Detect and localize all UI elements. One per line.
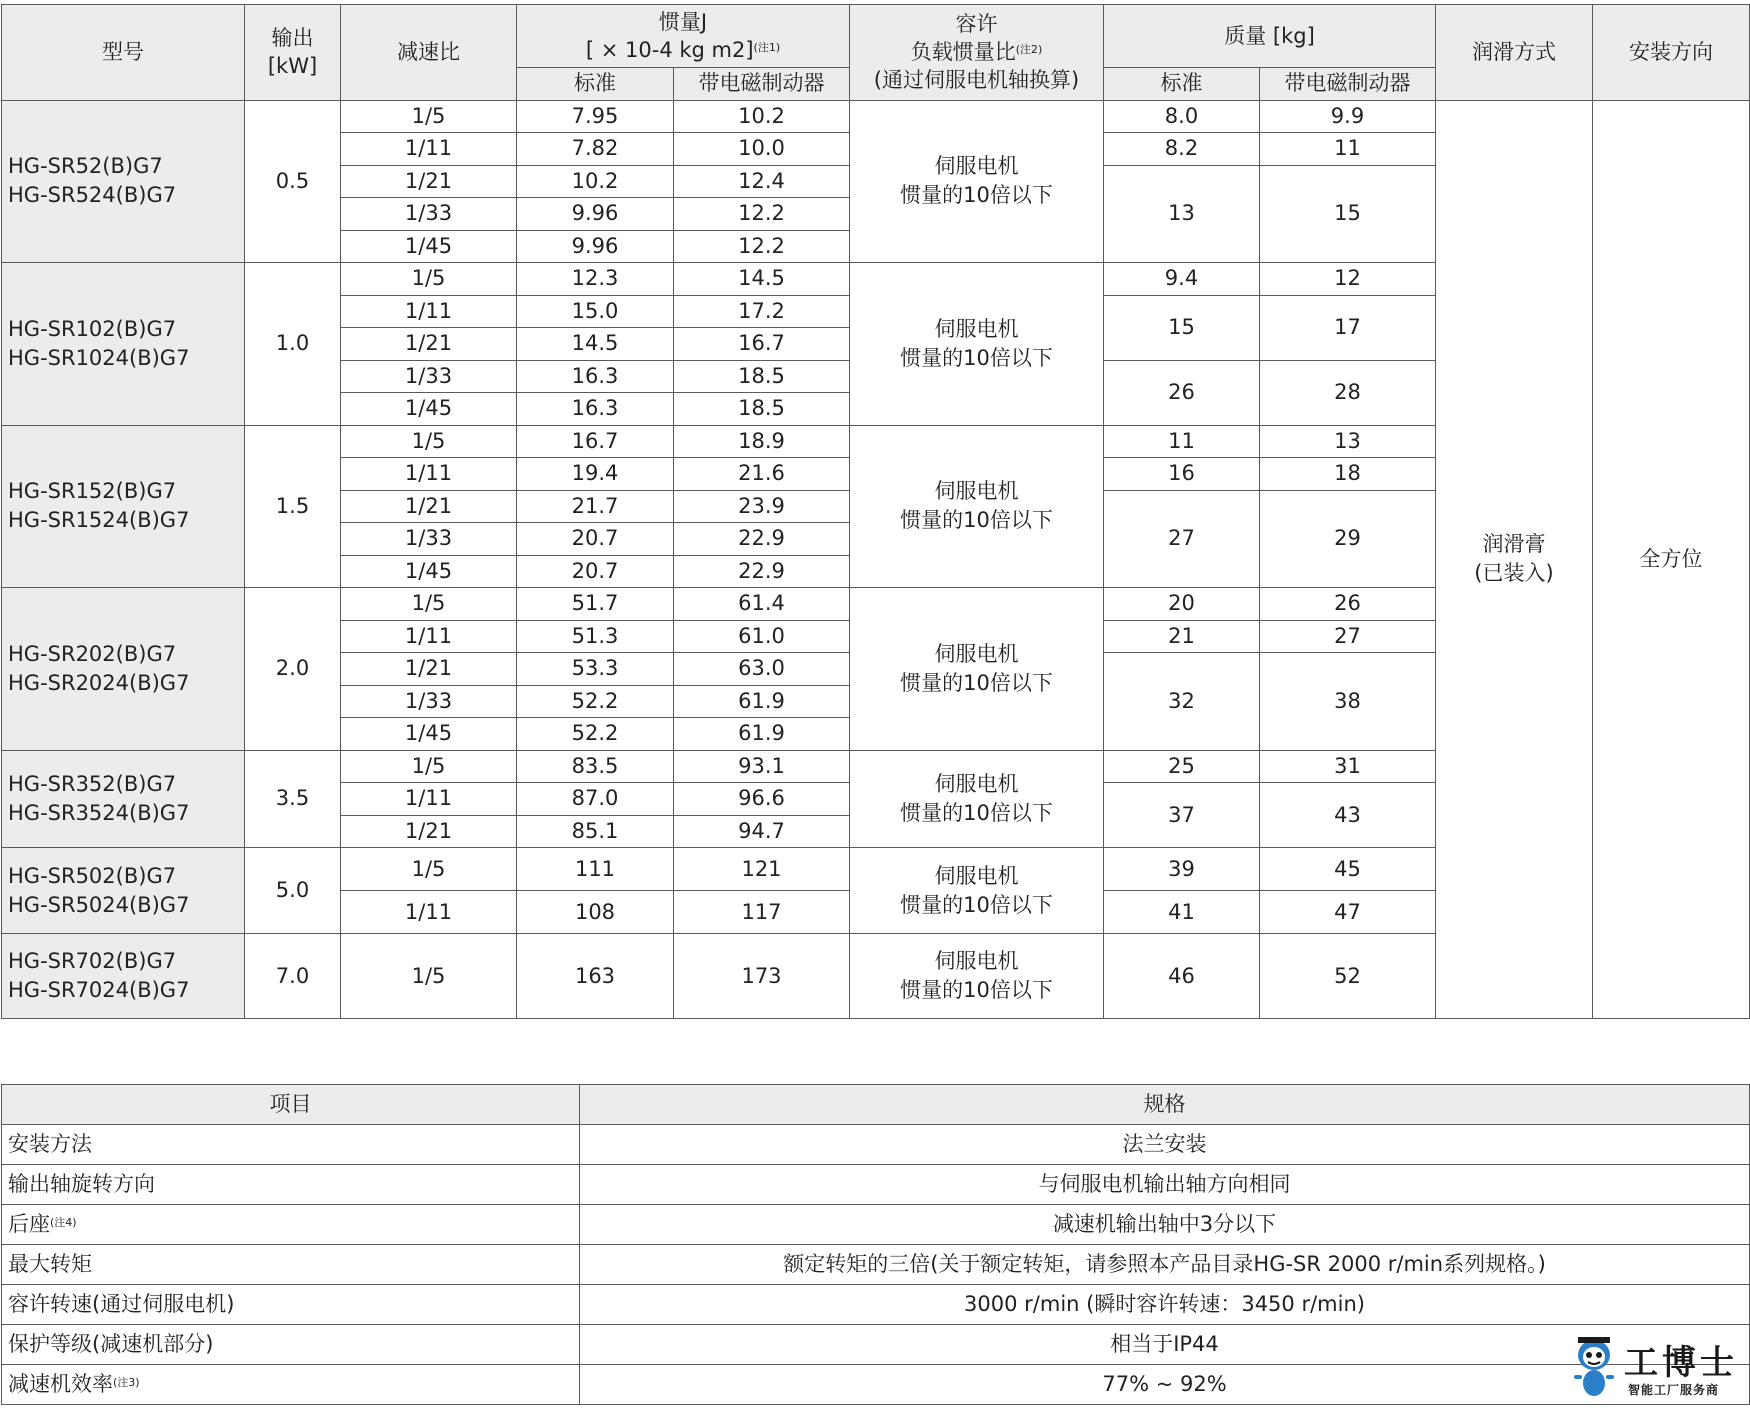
header-allowable-ratio [850,5,1104,101]
mass-std-cell: 26 [1104,360,1260,425]
allowable-ratio-cell [850,934,1104,1019]
param-item-label: 最大转矩 [8,1252,92,1276]
param-item [2,1205,580,1245]
header-inertia-line1: 惯量J [658,10,708,34]
inertia-brake-cell: 16.7 [674,328,850,361]
allowable-ratio-cell [850,750,1104,848]
inertia-brake-cell: 18.5 [674,360,850,393]
param-item-label: 保护等级(减速机部分) [8,1332,214,1356]
mass-std-cell: 16 [1104,458,1260,491]
ratio-cell: 1/5 [341,425,517,458]
param-row [2,1165,1750,1205]
mass-brake-cell: 31 [1260,750,1436,783]
ratio-cell: 1/33 [341,198,517,231]
inertia-std-cell: 9.96 [517,198,674,231]
mascot-icon [1568,1335,1624,1401]
param-spec: 相当于IP44 [580,1325,1750,1365]
mass-brake-cell: 17 [1260,295,1436,360]
header-allow-line1: 容许 [955,12,998,37]
mass-std-cell: 41 [1104,891,1260,934]
inertia-std-cell: 10.2 [517,165,674,198]
mass-brake-cell: 13 [1260,425,1436,458]
mass-brake-cell: 52 [1260,934,1436,1019]
model-name: HG-SR502(B)G7 [8,863,177,888]
output-cell: 7.0 [245,934,341,1019]
model-name: HG-SR7024(B)G7 [8,978,190,1002]
param-row [2,1325,1750,1365]
inertia-brake-cell: 61.4 [674,588,850,621]
mass-std-cell: 27 [1104,490,1260,588]
allowable-text: 惯量的10倍以下 [900,892,1053,917]
ratio-cell: 1/33 [341,360,517,393]
output-cell: 1.5 [245,425,341,588]
model-name: HG-SR5024(B)G7 [8,892,190,917]
ratio-cell: 1/11 [341,295,517,328]
ratio-cell: 1/21 [341,328,517,361]
model-name: HG-SR202(B)G7 [8,641,177,666]
model-cell [2,750,245,848]
company-logo [1568,1335,1748,1405]
inertia-std-cell: 83.5 [517,750,674,783]
mass-brake-cell: 28 [1260,360,1436,425]
inertia-brake-cell: 18.9 [674,425,850,458]
inertia-brake-cell: 61.9 [674,685,850,718]
header-allow-line2: 负载惯量比 [910,40,1016,65]
inertia-std-cell: 85.1 [517,815,674,848]
params-body [2,1125,1750,1405]
ratio-cell: 1/21 [341,165,517,198]
inertia-brake-cell: 17.2 [674,295,850,328]
param-note: (注4) [50,1216,77,1229]
inertia-std-cell: 111 [517,848,674,891]
param-item-label: 容许转速(通过伺服电机) [8,1292,235,1316]
inertia-std-cell: 12.3 [517,263,674,296]
mass-brake-cell: 26 [1260,588,1436,621]
header-inertia-std: 标准 [517,68,674,101]
mass-std-cell: 11 [1104,425,1260,458]
ratio-cell: 1/33 [341,523,517,556]
inertia-brake-cell: 14.5 [674,263,850,296]
mass-brake-cell: 45 [1260,848,1436,891]
model-name: HG-SR102(B)G7 [8,316,177,341]
param-item [2,1245,580,1285]
inertia-brake-cell: 94.7 [674,815,850,848]
allowable-text: 伺服电机 [934,316,1019,341]
ratio-cell: 1/21 [341,490,517,523]
note-2: (注2) [1015,43,1043,57]
inertia-brake-cell: 12.4 [674,165,850,198]
header-lubrication: 润滑方式 [1436,5,1593,101]
header-output-line1: 输出 [271,26,314,51]
lubrication-text: 润滑膏 [1482,532,1546,557]
param-spec: 与伺服电机输出轴方向相同 [580,1165,1750,1205]
output-cell: 2.0 [245,588,341,751]
mass-brake-cell: 18 [1260,458,1436,491]
mass-std-cell: 39 [1104,848,1260,891]
mass-std-cell: 32 [1104,653,1260,751]
inertia-std-cell: 19.4 [517,458,674,491]
header-model: 型号 [2,5,245,101]
mass-brake-cell: 9.9 [1260,100,1436,133]
header-mounting: 安装方向 [1593,5,1750,101]
model-name: HG-SR702(B)G7 [8,949,177,973]
allowable-text: 伺服电机 [934,949,1019,973]
ratio-cell: 1/5 [341,100,517,133]
inertia-std-cell: 163 [517,934,674,1019]
model-name: HG-SR3524(B)G7 [8,800,190,825]
inertia-std-cell: 108 [517,891,674,934]
param-item [2,1165,580,1205]
inertia-std-cell: 52.2 [517,718,674,751]
param-note: (注3) [113,1376,140,1389]
allowable-ratio-cell [850,425,1104,588]
ratio-cell: 1/5 [341,263,517,296]
header-item: 项目 [2,1085,580,1125]
mass-std-cell: 9.4 [1104,263,1260,296]
mass-brake-cell: 47 [1260,891,1436,934]
model-name: HG-SR2024(B)G7 [8,670,190,695]
output-cell: 3.5 [245,750,341,848]
param-item [2,1285,580,1325]
model-cell [2,848,245,934]
allowable-ratio-cell [850,263,1104,426]
allowable-ratio-cell [850,100,1104,263]
output-cell: 1.0 [245,263,341,426]
ratio-cell: 1/45 [341,555,517,588]
inertia-brake-cell: 173 [674,934,850,1019]
allowable-text: 伺服电机 [934,771,1019,796]
inertia-std-cell: 87.0 [517,783,674,816]
ratio-cell: 1/5 [341,848,517,891]
allowable-ratio-cell [850,588,1104,751]
mass-brake-cell: 29 [1260,490,1436,588]
note-1: (注1) [753,41,781,54]
param-row [2,1125,1750,1165]
spec-row [2,100,1750,133]
ratio-cell: 1/11 [341,133,517,166]
inertia-std-cell: 14.5 [517,328,674,361]
param-row [2,1205,1750,1245]
model-cell [2,263,245,426]
ratio-cell: 1/45 [341,230,517,263]
allowable-text: 伺服电机 [934,479,1019,504]
inertia-brake-cell: 12.2 [674,198,850,231]
allowable-text: 伺服电机 [934,641,1019,666]
header-inertia-line2: [ × 10-4 kg m2] [585,38,754,62]
param-spec: 3000 r/min (瞬时容许转速：3450 r/min) [580,1285,1750,1325]
inertia-brake-cell: 12.2 [674,230,850,263]
header-mass: 质量 [kg] [1104,5,1436,68]
inertia-brake-cell: 93.1 [674,750,850,783]
allowable-ratio-cell [850,848,1104,934]
inertia-brake-cell: 63.0 [674,653,850,686]
allowable-text: 伺服电机 [934,863,1019,888]
model-cell [2,425,245,588]
header-output-line2: [kW] [267,54,318,79]
inertia-brake-cell: 61.9 [674,718,850,751]
inertia-brake-cell: 21.6 [674,458,850,491]
inertia-brake-cell: 10.0 [674,133,850,166]
header-output [245,5,341,101]
model-name: HG-SR152(B)G7 [8,479,177,504]
header-mass-std: 标准 [1104,68,1260,101]
header-mass-brake: 带电磁制动器 [1260,68,1436,101]
model-cell [2,934,245,1019]
param-spec: 77% ~ 92% [580,1365,1750,1405]
param-item-label: 安装方法 [8,1132,92,1156]
model-name: HG-SR352(B)G7 [8,771,177,796]
allowable-text: 惯量的10倍以下 [900,183,1053,208]
lubrication-text: (已装入) [1474,561,1554,586]
allowable-text: 惯量的10倍以下 [900,978,1053,1002]
inertia-brake-cell: 18.5 [674,393,850,426]
param-item [2,1325,580,1365]
param-item-label: 后座 [8,1212,50,1236]
mass-std-cell: 21 [1104,620,1260,653]
lubrication-cell [1436,100,1593,1019]
inertia-brake-cell: 96.6 [674,783,850,816]
ratio-cell: 1/5 [341,588,517,621]
inertia-std-cell: 53.3 [517,653,674,686]
model-name: HG-SR52(B)G7 [8,154,163,179]
output-cell: 5.0 [245,848,341,934]
param-item-label: 输出轴旋转方向 [8,1172,155,1196]
inertia-std-cell: 20.7 [517,555,674,588]
gear-spec-table [1,4,1750,1019]
param-item [2,1125,580,1165]
inertia-brake-cell: 117 [674,891,850,934]
header-allow-line3: (通过伺服电机轴换算) [873,68,1080,93]
mass-brake-cell: 27 [1260,620,1436,653]
ratio-cell: 1/11 [341,891,517,934]
inertia-std-cell: 51.7 [517,588,674,621]
inertia-brake-cell: 23.9 [674,490,850,523]
logo-name: 工博士 [1624,1343,1738,1383]
ratio-cell: 1/5 [341,934,517,1019]
model-name: HG-SR524(B)G7 [8,183,177,208]
param-row [2,1285,1750,1325]
mass-brake-cell: 12 [1260,263,1436,296]
ratio-cell: 1/11 [341,783,517,816]
ratio-cell: 1/21 [341,653,517,686]
model-cell [2,100,245,263]
ratio-cell: 1/11 [341,458,517,491]
ratio-cell: 1/33 [341,685,517,718]
header-inertia [517,5,850,68]
mass-std-cell: 37 [1104,783,1260,848]
logo-tagline: 智能工厂服务商 [1628,1383,1720,1397]
mass-std-cell: 8.2 [1104,133,1260,166]
inertia-std-cell: 9.96 [517,230,674,263]
allowable-text: 惯量的10倍以下 [900,508,1053,533]
inertia-brake-cell: 10.2 [674,100,850,133]
param-spec: 额定转矩的三倍(关于额定转矩，请参照本产品目录HG-SR 2000 r/min系列规格。) [580,1245,1750,1285]
header-spec: 规格 [580,1085,1750,1125]
inertia-std-cell: 21.7 [517,490,674,523]
ratio-cell: 1/5 [341,750,517,783]
mass-brake-cell: 43 [1260,783,1436,848]
mass-std-cell: 13 [1104,165,1260,263]
allowable-text: 惯量的10倍以下 [900,345,1053,370]
mass-std-cell: 25 [1104,750,1260,783]
model-name: HG-SR1024(B)G7 [8,345,190,370]
spec-body [2,100,1750,1019]
mass-std-cell: 20 [1104,588,1260,621]
mass-std-cell: 8.0 [1104,100,1260,133]
inertia-std-cell: 16.3 [517,393,674,426]
allowable-text: 惯量的10倍以下 [900,800,1053,825]
ratio-cell: 1/45 [341,393,517,426]
parameter-table [1,1084,1750,1405]
model-cell [2,588,245,751]
ratio-cell: 1/11 [341,620,517,653]
inertia-std-cell: 16.7 [517,425,674,458]
header-inertia-brake: 带电磁制动器 [674,68,850,101]
inertia-std-cell: 15.0 [517,295,674,328]
allowable-text: 伺服电机 [934,154,1019,179]
inertia-std-cell: 20.7 [517,523,674,556]
param-item-label: 减速机效率 [8,1372,113,1396]
param-spec: 减速机输出轴中3分以下 [580,1205,1750,1245]
ratio-cell: 1/45 [341,718,517,751]
mass-std-cell: 46 [1104,934,1260,1019]
inertia-brake-cell: 121 [674,848,850,891]
ratio-cell: 1/21 [341,815,517,848]
inertia-std-cell: 7.82 [517,133,674,166]
mounting-cell: 全方位 [1593,100,1750,1019]
inertia-brake-cell: 22.9 [674,555,850,588]
mass-brake-cell: 38 [1260,653,1436,751]
header-ratio: 减速比 [341,5,517,101]
mass-std-cell: 15 [1104,295,1260,360]
model-name: HG-SR1524(B)G7 [8,508,190,533]
param-spec: 法兰安装 [580,1125,1750,1165]
mass-brake-cell: 15 [1260,165,1436,263]
inertia-std-cell: 51.3 [517,620,674,653]
inertia-std-cell: 16.3 [517,360,674,393]
inertia-std-cell: 52.2 [517,685,674,718]
param-row [2,1365,1750,1405]
allowable-text: 惯量的10倍以下 [900,670,1053,695]
param-row [2,1245,1750,1285]
mass-brake-cell: 11 [1260,133,1436,166]
inertia-brake-cell: 61.0 [674,620,850,653]
inertia-brake-cell: 22.9 [674,523,850,556]
inertia-std-cell: 7.95 [517,100,674,133]
param-item [2,1365,580,1405]
output-cell: 0.5 [245,100,341,263]
